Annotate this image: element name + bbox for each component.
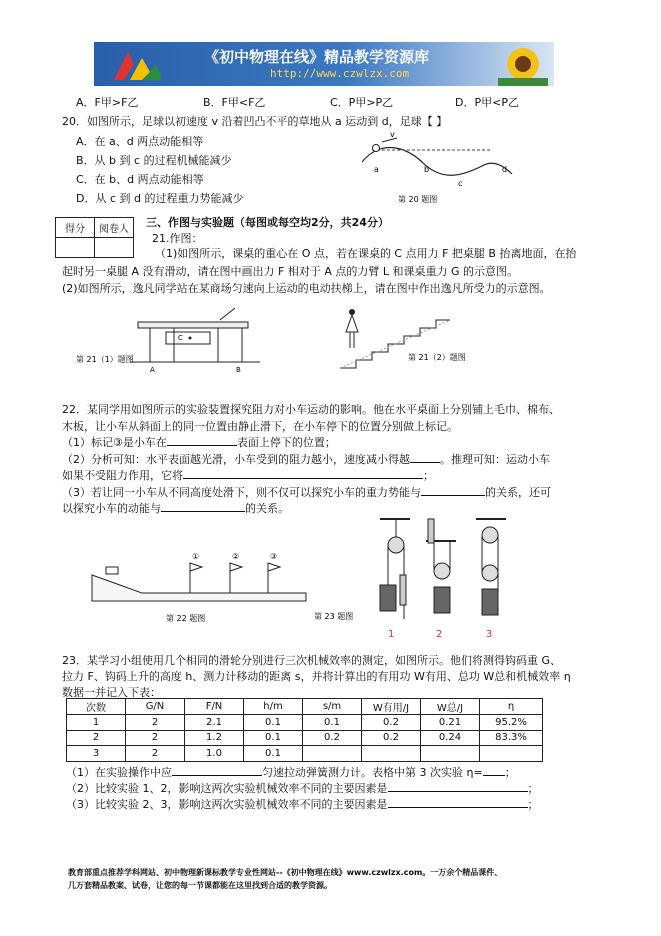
section3-heading: 三、作图与实验题（每图或每空均2分，共24分） [146, 216, 389, 229]
q22-flag-1: ① [192, 552, 200, 561]
q21-part1-line1: （1)如图所示，课桌的重心在 O 点，若在课桌的 C 点用力 F 把桌腿 B 抬离地面，在抬 [155, 247, 577, 260]
q20-fig-caption: 第 20 题图 [398, 195, 438, 204]
q21-fig1-label-b: B [236, 366, 241, 374]
q22-blank2[interactable] [410, 462, 440, 463]
q22-part2: （2）分析可知：水平表面越光滑，小车受到的阻力越小，速度减小得越 。推理可知：运动小车 [62, 453, 550, 466]
q22-part3-cont: 以探究小车的动能与 的关系。 [62, 502, 289, 515]
q20-stem: 20．如图所示，足球以初速度 v 沿着凹凸不平的草地从 a 运动到 d，足球【 】 [62, 115, 448, 128]
q23-blank1[interactable] [172, 775, 262, 776]
q23-blank4[interactable] [388, 807, 528, 808]
q22-flag-2: ② [232, 552, 240, 561]
score-label: 得分 [56, 218, 95, 238]
q21-fig2 [330, 300, 470, 376]
table-header: h/m [244, 699, 303, 715]
q23-fig-caption: 第 23 题图 [314, 612, 354, 621]
q23-answer-3: （3）比较实验 2、3，影响这两次实验机械效率不同的主要因素是 ； [66, 798, 539, 811]
score-cell[interactable] [56, 238, 95, 258]
table-row: 2 2 1.2 0.1 0.2 0.2 0.24 83.3% [67, 730, 543, 746]
header-banner [94, 42, 554, 86]
table-header: η [480, 699, 543, 715]
q22-fig-caption: 第 22 题图 [166, 614, 206, 623]
grader-cell[interactable] [95, 238, 134, 258]
q22-part3: （3）若让同一小车从不同高度处滑下，则不仅可以探究小车的重力势能与 的关系，还可 [62, 486, 551, 499]
q23-setup-label-2: 2 [436, 629, 443, 640]
empty-cell[interactable] [362, 746, 421, 762]
q19-option-a: A．F甲>F乙 [76, 96, 139, 109]
table-header-row [67, 699, 543, 715]
banner-title: 《初中物理在线》精品教学资源库 [204, 48, 430, 66]
q22-figure [86, 545, 316, 625]
q23-blank3[interactable] [388, 791, 528, 792]
table-row: 1 2 2.1 0.1 0.1 0.2 0.21 95.2% [67, 715, 543, 731]
q20-fig-label-b: b [424, 165, 430, 174]
empty-cell[interactable] [480, 746, 543, 762]
q23-intro-line2: 拉力 F、钩码上升的高度 h、测力计移动的距离 s，并将计算出的有用功 W有用、总功 W总和机械效率 η [62, 670, 571, 683]
q20-fig-label-v: v [390, 130, 395, 139]
q23-setup-label-3: 3 [486, 629, 493, 640]
table-header: W有用/J [362, 699, 421, 715]
grader-label: 阅卷人 [95, 218, 134, 238]
q21-fig1-caption: 第 21（1）题图 [76, 355, 134, 364]
empty-cell[interactable] [303, 746, 362, 762]
q22-part2-cont: 如果不受阻力作用，它将 ； [62, 469, 434, 482]
q21-title: 21.作图： [152, 232, 203, 245]
q22-blank4[interactable] [421, 495, 485, 496]
q21-part2: (2)如图所示，逸凡同学站在某商场匀速向上运动的电动扶梯上，请在图中作出逸凡所受力的示意图。 [62, 282, 551, 295]
empty-cell[interactable] [421, 746, 480, 762]
q20-option-d: D．从 c 到 d 的过程重力势能减少 [76, 192, 244, 205]
q23-figure [310, 515, 510, 640]
table-row: 3 2 1.0 0.1 [67, 746, 543, 762]
q20-fig-label-c: c [458, 179, 463, 188]
q21-fig1-label-c: C [178, 334, 183, 342]
q22-part1: （1）标记③是小车在 表面上停下的位置； [62, 436, 336, 449]
q23-data-table [66, 698, 543, 762]
score-table [55, 217, 134, 258]
sunflower-icon [498, 44, 548, 86]
q22-intro-line1: 22．某同学用如图所示的实验装置探究阻力对小车运动的影响。他在水平桌面上分别铺上毛巾、棉布、 [62, 403, 560, 416]
q20-option-b: B．从 b 到 c 的过程机械能减少 [76, 154, 232, 167]
q22-blank3[interactable] [183, 478, 423, 479]
q20-option-c: C．在 b、d 两点动能相等 [76, 173, 204, 186]
table-header: s/m [303, 699, 362, 715]
q23-blank2[interactable] [483, 775, 505, 776]
q19-option-c: C．P甲>P乙 [330, 96, 394, 109]
q23-answer-2: （2）比较实验 1、2，影响这两次实验机械效率不同的主要因素是 ； [66, 782, 539, 795]
table-header: W总/J [421, 699, 480, 715]
table-header: G/N [126, 699, 185, 715]
banner-url[interactable]: http://www.czwlzx.com [270, 67, 410, 80]
q20-option-a: A．在 a、d 两点动能相等 [76, 135, 204, 148]
q19-option-d: D．P甲<P乙 [455, 96, 519, 109]
q20-figure [352, 128, 522, 208]
q21-fig1-label-a: A [150, 366, 155, 374]
q19-option-b: B．F甲<F乙 [203, 96, 266, 109]
q21-fig2-caption: 第 21（2）题图 [408, 353, 466, 362]
q23-intro-line3: 数据一并记入下表： [62, 686, 161, 699]
q23-intro-line1: 23．某学习小组使用几个相同的滑轮分别进行三次机械效率的测定，如图所示。他们将测得钩码重 G、 [62, 654, 562, 667]
footer-line2: 几万套精品教案、试卷，让您的每一节课都能在这里找到合适的教学资源。 [68, 881, 332, 890]
q22-intro-line2: 木板，让小车从斜面上的同一位置由静止滑下，在小车停下的位置分别做上标记。 [62, 420, 458, 433]
q22-flag-3: ③ [270, 552, 278, 561]
table-header: 次数 [67, 699, 126, 715]
q21-fig1 [70, 300, 270, 376]
q23-answer-1: （1）在实验操作中应 匀速拉动弹簧测力计。表格中第 3 次实验 η= ； [66, 766, 516, 779]
q20-fig-label-d: d [502, 165, 508, 174]
table-header: F/N [185, 699, 244, 715]
footer-line1: 教育部重点推荐学科网站、初中物理新课标教学专业性网站--《初中物理在线》www.czwlzx.com。一万余个精品课件、 [68, 868, 503, 877]
q22-blank1[interactable] [167, 445, 237, 446]
logo-icon [108, 46, 168, 84]
q22-blank5[interactable] [161, 511, 245, 512]
q23-setup-label-1: 1 [388, 629, 395, 640]
q20-fig-label-a: a [374, 165, 379, 174]
q21-part1-line2: 起时另一桌腿 A 没有滑动，请在图中画出力 F 相对于 A 点的力臂 L 和课桌重力 G 的示意图。 [62, 265, 518, 278]
